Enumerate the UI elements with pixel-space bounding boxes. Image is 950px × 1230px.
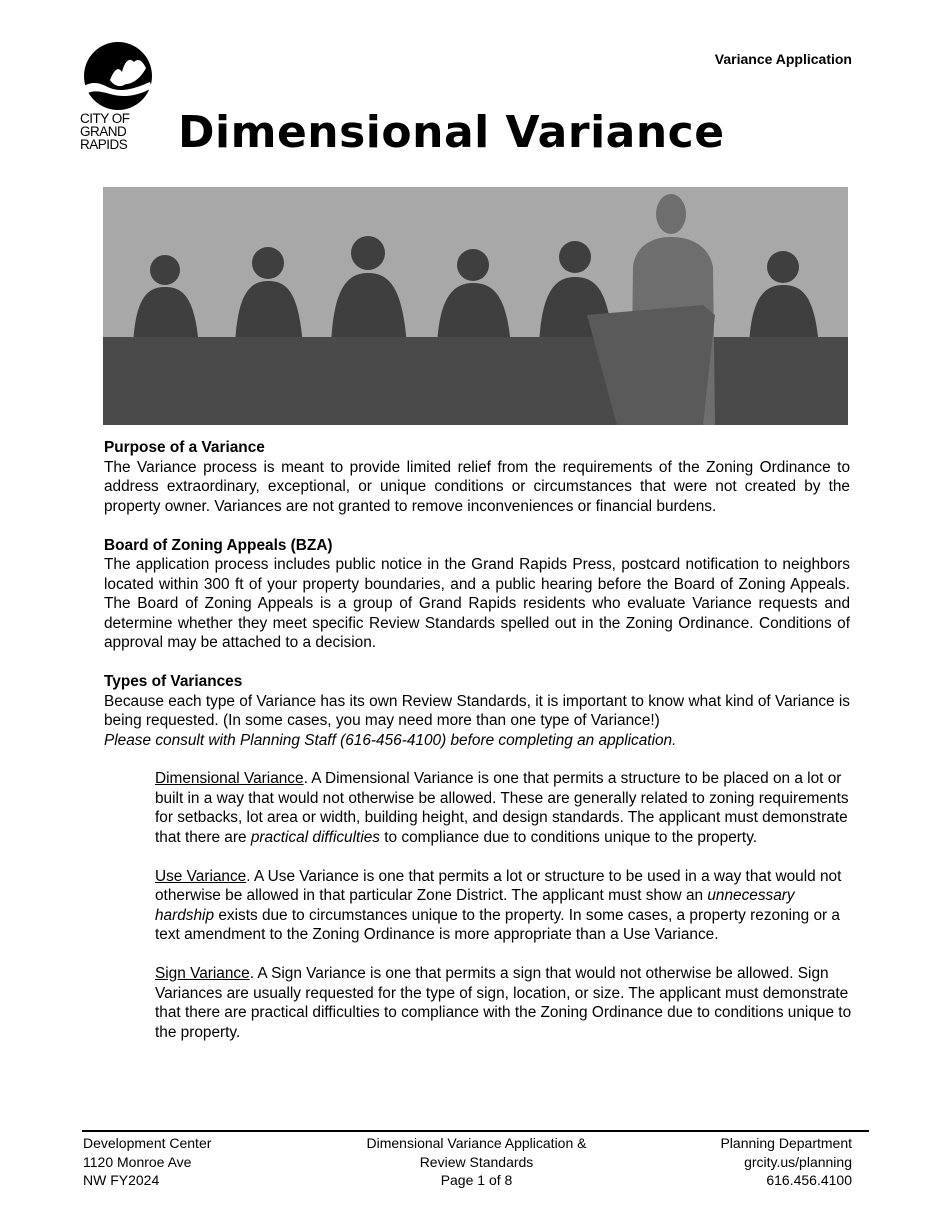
footer-doc-info xyxy=(340,1134,613,1190)
logo-line: RAPIDS xyxy=(80,137,128,152)
logo-line: GRAND xyxy=(80,124,127,139)
sign-variance-item xyxy=(155,964,855,1042)
city-logo-emblem xyxy=(80,42,156,112)
dimensional-variance-text: . A Dimensional Variance is one that permits a structure to be placed on a lot or built in a way that would not otherwise be allowed. These are generally related to zoning requirements for setbacks, lot area or width, building height, and design standards. The applicant must demonstrate that there are xyxy=(155,770,849,846)
bza-body: The application process includes public notice in the Grand Rapids Press, postcard notification to neighbors located within 300 ft of your property boundaries, and a public hearing before the Board of Zoning Appeals. The Board of Zoning Appeals is a group of Grand Rapids residents who evaluate Variance requests and determine whether they meet specific Review Standards spelled out in the Zoning Ordinance. Conditions of approval may be attached to a decision. xyxy=(104,556,850,651)
footer-divider xyxy=(82,1130,869,1132)
main-content xyxy=(104,438,850,1062)
types-heading: Types of Variances xyxy=(104,673,243,690)
page-title: Dimensional Variance xyxy=(178,107,725,158)
footer-website: grcity.us/planning xyxy=(744,1153,852,1170)
footer-line: Planning Department xyxy=(720,1135,852,1151)
footer-line: Dimensional Variance Application & xyxy=(366,1135,587,1151)
dimensional-variance-term: Dimensional Variance xyxy=(155,770,304,787)
dimensional-variance-text-end: to compliance due to conditions unique to the property. xyxy=(380,828,758,846)
page-number: Page 1 of 8 xyxy=(440,1172,513,1188)
city-logo-text xyxy=(80,112,156,151)
dimensional-variance-item xyxy=(155,769,855,847)
footer-line: Review Standards xyxy=(419,1153,534,1170)
footer-phone: 616.456.4100 xyxy=(766,1172,852,1188)
use-variance-text: . A Use Variance is one that permits a lot or structure to be used in a way that would not otherwise be allowed in that particular Zone District. The applicant must show an xyxy=(155,867,842,904)
sign-variance-text: . A Sign Variance is one that permits a sign that would not otherwise be allowed. Sign Variances are usually requested for the type of sign, location, or size. The applicant must demonstrate that there are practical difficulties to compliance with the Zoning Ordinance due to conditions unique to the property. xyxy=(155,965,852,1041)
document-label: Variance Application xyxy=(714,51,852,67)
footer-line: 1120 Monroe Ave xyxy=(83,1153,192,1170)
purpose-body: The Variance process is meant to provide limited relief from the requirements of the Zoning Ordinance to address extraordinary, exceptional, or unique conditions or circumstances that were not created by the property owner. Variances are not granted to remove inconveniences or financial burdens. xyxy=(104,458,850,515)
use-variance-term: Use Variance xyxy=(155,867,247,885)
types-body-text: Because each type of Variance has its own Review Standards, it is important to know what kind of Variance is being requested. (In some cases, you may need more than one type of Variance!) xyxy=(104,692,850,729)
bza-heading: Board of Zoning Appeals (BZA) xyxy=(104,536,333,554)
dimensional-variance-emphasis: practical difficulties xyxy=(250,828,380,846)
sign-variance-term: Sign Variance xyxy=(155,965,250,982)
use-variance-item xyxy=(155,867,855,945)
types-body xyxy=(104,692,850,751)
use-variance-text-end: exists due to circumstances unique to the property. In some cases, a property rezoning or a text amendment to the Zoning Ordinance is more appropriate than a Use Variance. xyxy=(155,906,840,943)
purpose-section xyxy=(104,438,850,516)
variance-types-list xyxy=(155,769,855,1042)
types-section xyxy=(104,672,850,1042)
logo-line: CITY OF xyxy=(80,111,130,126)
consult-note: Please consult with Planning Staff (616-456-4100) before completing an application. xyxy=(104,731,677,749)
purpose-heading: Purpose of a Variance xyxy=(104,439,265,456)
hearing-silhouette-image xyxy=(103,187,848,425)
footer-contact xyxy=(720,1134,852,1190)
footer-line: NW FY2024 xyxy=(83,1172,160,1188)
use-variance-emphasis: unnecessary hardship xyxy=(155,887,795,924)
city-logo xyxy=(80,42,156,160)
bza-section xyxy=(104,536,850,653)
footer-line: Development Center xyxy=(83,1135,212,1151)
footer-address xyxy=(83,1134,211,1190)
